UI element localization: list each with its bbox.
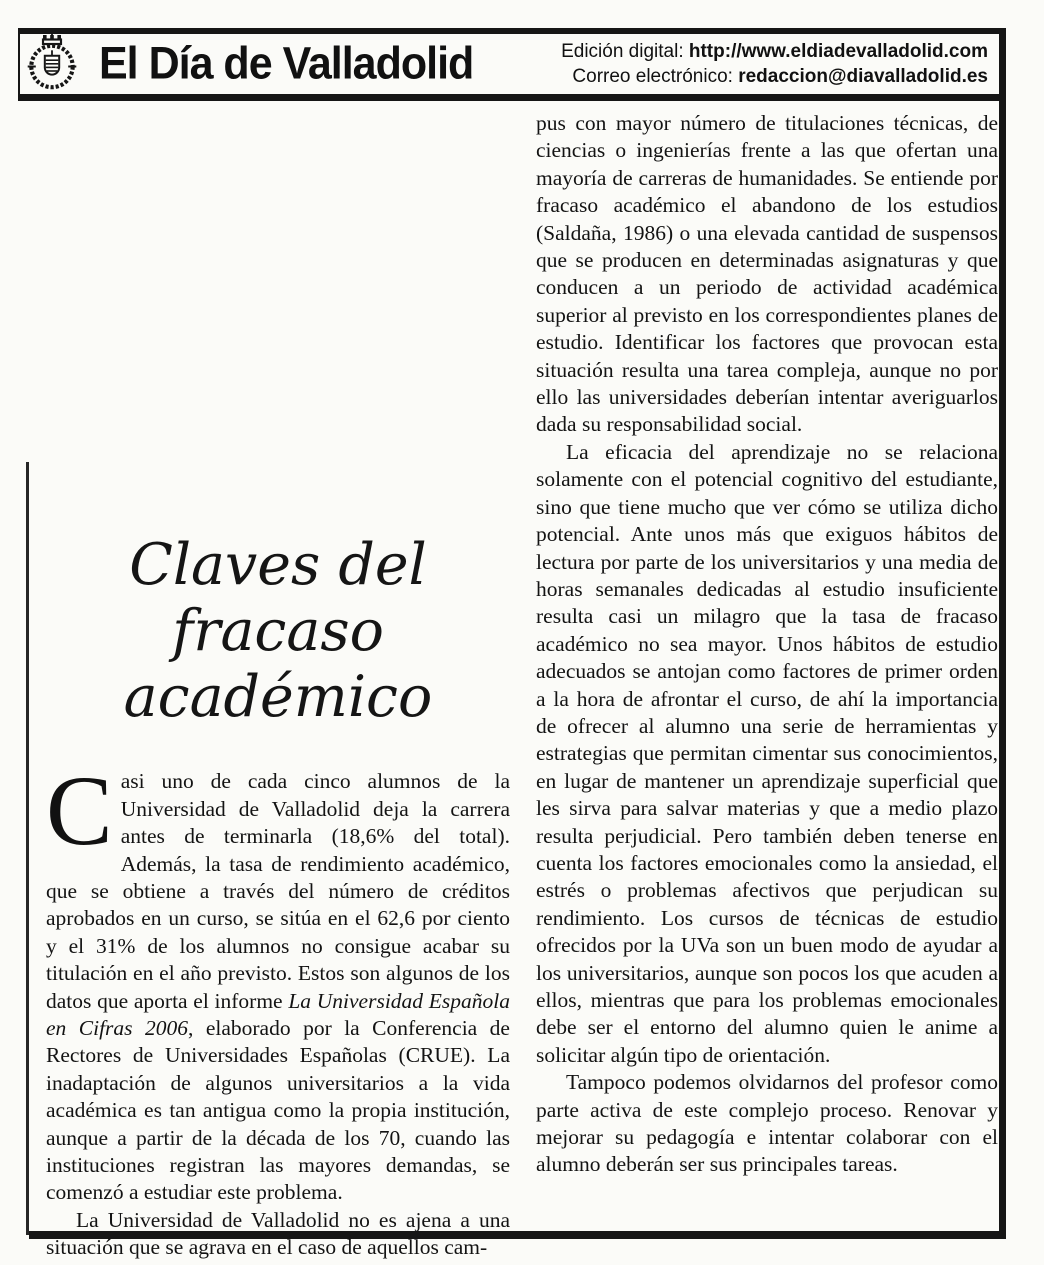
paragraph [536,1069,998,1179]
body-text: La Universidad de Valladolid no es ajena a una situación que se agrava en el caso de aquellos cam- [46,1207,510,1260]
page-border-left [26,462,29,1235]
email-line [572,66,988,87]
article-body-left [46,755,510,1261]
paragraph [536,439,998,1069]
paragraph [46,755,510,1207]
edition-label: Edición digital: [561,40,689,62]
body-text: La eficacia del aprendizaje no se relaciona solamente con el potencial cognitivo del estudiante, sino que tiene mucho que ver cómo se utiliza dicho potencial. Ante unos más que exiguos hábitos de lectura por parte de los universitarios y una media de horas semanales dedicadas al estudio insuficiente resulta casi un milagro que la tasa de fracaso académico no sea mayor. Unos hábitos de estudio adecuados se antojan como factores de primer orden a la hora de afrontar el curso, de ahí la importancia de ofrecer al alumno una serie de herramientas y estrategias que permitan cimentar sus conocimientos, en lugar de mantener un aprendizaje superficial que les sirva para salvar materias y que a medio plazo resulta perjudicial. Pero también deben tenerse en cuenta los factores emocionales como la ansiedad, el estrés o problemas afectivos que perjudican su rendimiento. Los cursos de técnicas de estudio ofrecidos por la UVa son un buen modo de ayudar a los universitarios, aunque son pocos los que acuden a ellos, mientras que para los problemas emocionales debe ser el entorno del alumno quien le anime a solicitar algún tipo de orientación. [536,439,998,1067]
edition-line [561,41,988,62]
right-column [536,110,998,1179]
paragraph [536,110,998,439]
body-text: , elaborado por la Conferencia de Rectores de Universidades Españolas (CRUE). La inadaptación de algunos universitarios a la vida académica es tan antigua como la propia institución, aunque a partir de la década de los 70, cuando las instituciones registran las mayores demandas, se comenzó a estudiar este problema. [46,1015,510,1205]
body-text: pus con mayor número de titulaciones técnicas, de ciencias o ingenierías frente a las que ofertan una mayoría de carreras de humanidades. Se entiende por fracaso académico el abandono de los estudios (Saldaña, 1986) o una elevada cantidad de suspensos que se producen en determinadas asignaturas y que conducen a un periodo de actividad académica superior al previsto en los correspondientes planes de estudio. Identificar los factores que provocan esta situación resulta una tarea compleja, aunque no por ello las universidades deberían intentar averiguarlos dada su responsabilidad social. [536,111,998,437]
left-column [46,532,510,1262]
paragraph [46,1207,510,1262]
headline-line-2: académico [123,664,433,731]
page-border-right [999,28,1006,1239]
body-text: asi uno de cada cinco alumnos de la Universidad de Valladolid deja la carrera antes de terminarla (18,6% del total). Además, la tasa de rendimiento académico, que se obtiene a través del número de créditos aprobados en un curso, se sitúa en el 62,6 por ciento y el 31% de los alumnos no consigue acabar su titulación en el año previsto. Estos son algunos de los datos que aporta el informe [46,769,510,1013]
drop-cap: C [46,755,113,867]
body-text: Tampoco podemos olvidarnos del profesor como parte activa de este complejo proceso. Renovar y mejorar su pedagogía e intentar colaborar con el alumno deberán ser sus principales tareas. [536,1070,998,1177]
newspaper-title: El Día de Valladolid [99,38,474,89]
masthead-contact-block [561,39,1002,89]
headline-line-1: Claves del fracaso [129,532,427,665]
email-label: Correo electrónico: [572,66,739,87]
email-address: redaccion@diavalladolid.es [738,66,988,87]
article-headline [46,532,510,730]
valladolid-crest-icon [25,32,79,97]
italic-text: La Universidad Española en Cifras 2006 [46,988,510,1040]
edition-url: http://www.eldiadevalladolid.com [688,40,988,62]
masthead [18,28,1002,101]
article-body-right [536,110,998,1179]
